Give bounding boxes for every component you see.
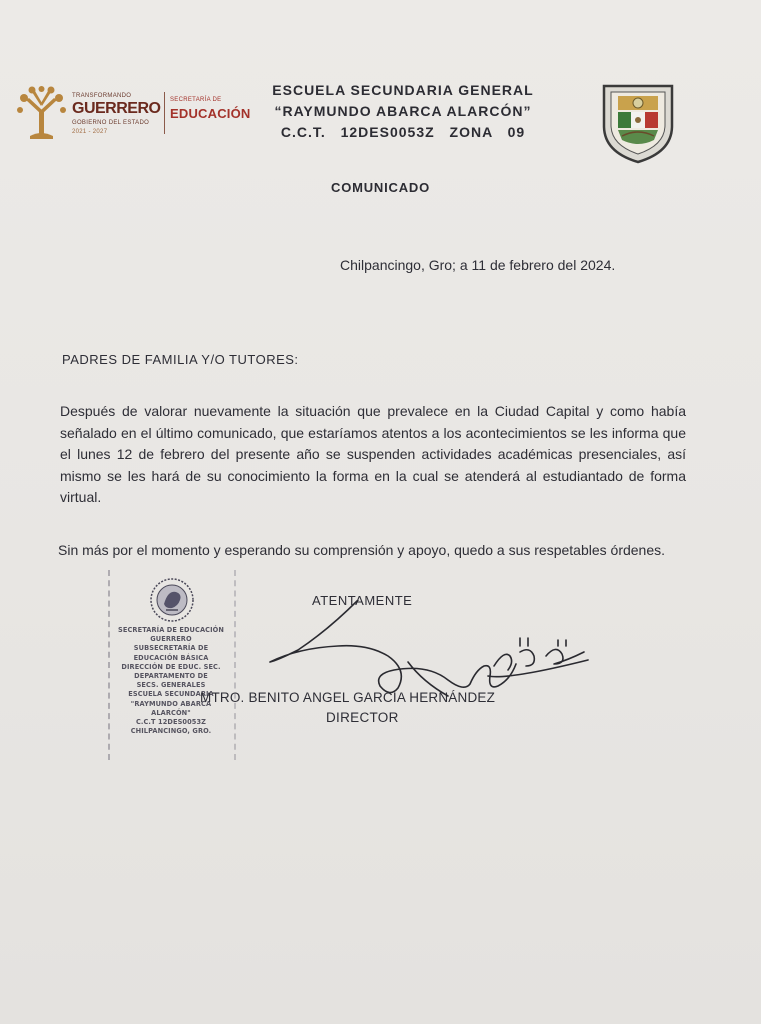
seal-line: C.C.T 12DES0053Z [135,718,207,727]
body-paragraph: Después de valorar nuevamente la situación que prevalece en la Ciudad Capital y como había señalado en el último comunicado, que estaríamos atentos a los acontecimientos se les informa que el lunes 12 de febrero del presente año se suspenden actividades académicas presenciales, así mismo se les hará de su conocimiento la forma en la cual se atenderá al estudiantado de forma virtual. [60,403,686,505]
seal-line: EDUCACIÓN BÁSICA [133,653,209,662]
seal-line: ALARCÓN" [151,708,191,717]
guerrero-government-logo [16,86,251,146]
signer-role: DIRECTOR [326,710,399,725]
handwritten-signature [258,600,598,720]
seal-line: "RAYMUNDO ABARCA [130,699,212,708]
gov-subtitle: GOBIERNO DEL ESTADO [72,120,150,126]
gov-tagline: TRANSFORMANDO [72,93,132,99]
school-cct-line: C.C.T. 12DES0053Z ZONA 09 [280,124,526,140]
gov-secretaria: SECRETARÍA DE [170,97,222,103]
gov-name: GUERRERO [72,100,161,117]
closing-paragraph: Sin más por el momento y esperando su comprensión y apoyo, quedo a sus respetables órdenes. [58,542,666,558]
school-honoree-line: “RAYMUNDO ABARCA ALARCÓN” [274,103,532,119]
seal-line: SUBSECRETARÍA DE [133,644,209,653]
gov-years: 2021 - 2027 [72,129,108,135]
gov-educacion: EDUCACIÓN [170,106,251,121]
seal-line: CHILPANCINGO, GRO. [130,727,212,736]
valediction: ATENTAMENTE [312,593,413,608]
school-name-line: ESCUELA SECUNDARIA GENERAL [272,82,534,98]
seal-line: GUERRERO [150,635,192,644]
signer-name: MTRO. BENITO ANGEL GARCÍA HERNÁNDEZ [200,690,496,705]
seal-line: SECS. GENERALES [136,681,206,690]
logo-divider [164,92,165,134]
school-crest-icon [598,78,678,164]
seal-line: ESCUELA SECUNDARIA [128,690,214,699]
seal-line: DIRECCIÓN DE EDUC. SEC. [121,662,221,671]
school-heading [258,80,548,143]
official-seal [106,570,236,766]
dateline: Chilpancingo, Gro; a 11 de febrero del 2024. [340,257,616,273]
salutation: PADRES DE FAMILIA Y/O TUTORES: [62,352,299,367]
seal-text [106,626,236,736]
seal-line: SECRETARÍA DE EDUCACIÓN [118,626,224,634]
mexican-eagle-emblem-icon [146,576,198,624]
seal-line: DEPARTAMENTO DE [134,672,208,681]
tree-logo-icon [16,86,68,142]
document-title: COMUNICADO [331,180,430,195]
